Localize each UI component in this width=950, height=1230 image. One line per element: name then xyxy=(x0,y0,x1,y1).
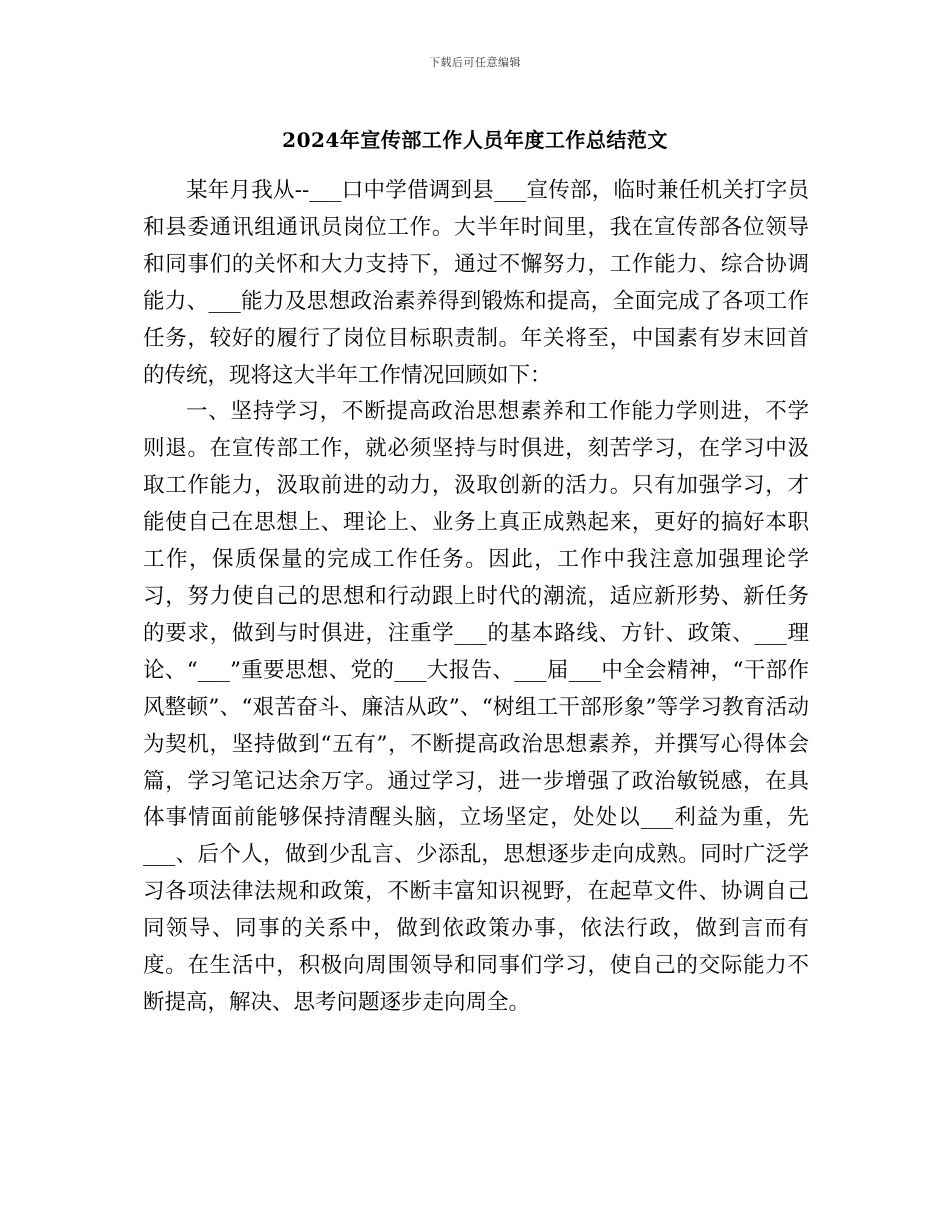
page-header-note: 下载后可任意编辑 xyxy=(429,56,521,69)
paragraph-intro: 某年月我从--___口中学借调到县___宣传部，临时兼任机关打字员和县委通讯组通讯员岗位工作。大半年时间里，我在宣传部各位领导和同事们的关怀和大力支持下，通过不懈努力，工作能力、综合协调能力、___能力及思想政治素养得到锻炼和提高，全面完成了各项工作任务，较好的履行了岗位目标职责制。年关将至，中国素有岁末回首的传统，现将这大半年工作情况回顾如下： xyxy=(143,178,809,388)
document-title: 2024年宣传部工作人员年度工作总结范文 xyxy=(282,128,668,152)
document-body xyxy=(143,173,809,1022)
paragraph-section-one: 一、坚持学习，不断提高政治思想素养和工作能力学则进，不学则退。在宣传部工作，就必须坚持与时俱进，刻苦学习，在学习中汲取工作能力，汲取前进的动力，汲取创新的活力。只有加强学习，才能使自己在思想上、理论上、业务上真正成熟起来，更好的搞好本职工作，保质保量的完成工作任务。因此，工作中我注意加强理论学习，努力使自己的思想和行动跟上时代的潮流，适应新形势、新任务的要求，做到与时俱进，注重学___的基本路线、方针、政策、___理论、“___”重要思想、党的___大报告、___届___中全会精神，“干部作风整顿”、“艰苦奋斗、廉洁从政”、“树组工干部形象”等学习教育活动为契机，坚持做到“五有”，不断提高政治思想素养，并撰写心得体会篇，学习笔记达余万字。通过学习，进一步增强了政治敏锐感，在具体事情面前能够保持清醒头脑，立场坚定，处处以___利益为重，先___、后个人，做到少乱言、少添乱，思想逐步走向成熟。同时广泛学习各项法律法规和政策，不断丰富知识视野，在起草文件、协调自己同领导、同事的关系中，做到依政策办事，依法行政，做到言而有度。在生活中，积极向周围领导和同事们学习，使自己的交际能力不断提高，解决、思考问题逐步走向周全。 xyxy=(143,399,809,1015)
